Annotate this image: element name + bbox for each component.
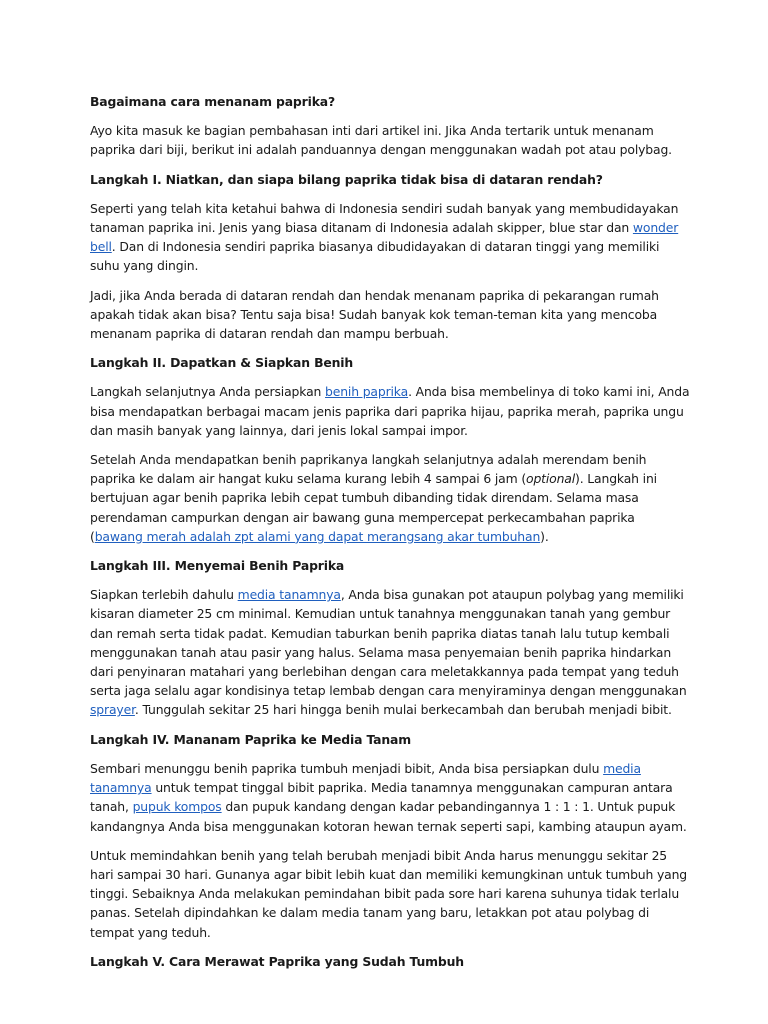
text-span: , Anda bisa gunakan pot ataupun polybag yang memiliki kisaran diameter 25 cm minimal. Kemudian untuk tanahnya menggunakan tanah yang gembur dan remah serta tidak padat. Kemudian taburkan benih paprika diatas tanah lalu tutup kembali menggunakan tanah atau pasir yang halus. Selama masa penyemaian benih paprika hindarkan dari penyinaran matahari yang berlebihan dengan cara meletakkannya pada tempat yang teduh serta jaga selalu agar kondisinya tetap lembab dengan cara menyiraminya dengan menggunakan — [90, 587, 687, 699]
step-4-paragraph-1 — [90, 759, 690, 836]
document-page — [90, 92, 690, 981]
step-4-paragraph-2: Untuk memindahkan benih yang telah berubah menjadi bibit Anda harus menunggu sekitar 25 hari sampai 30 hari. Gunanya agar bibit lebih kuat dan memiliki kemungkinan untuk tumbuh yang tinggi. Sebaiknya Anda melakukan pemindahan bibit pada sore hari karena suhunya tidak terlalu panas. Setelah dipindahkan ke dalam media tanam yang baru, letakkan pot atau polybag di tempat yang teduh. — [90, 847, 688, 940]
step-2-paragraph-1 — [90, 382, 690, 440]
step-1-paragraph-1 — [90, 199, 690, 276]
text-span: . Dan di Indonesia sendiri paprika biasanya dibudidayakan di dataran tinggi yang memiliki suhu yang dingin. — [90, 239, 660, 274]
media-tanamnya-link[interactable]: media tanamnya — [237, 587, 341, 603]
step-4-heading: Langkah IV. Mananam Paprika ke Media Tanam — [90, 731, 411, 747]
bawang-merah-zpt-link[interactable]: bawang merah adalah zpt alami yang dapat merangsang akar tumbuhan — [94, 528, 541, 544]
text-span: Langkah selanjutnya Anda persiapkan — [90, 384, 326, 400]
text-span: . Tunggulah sekitar 25 hari hingga benih mulai berkecambah dan berubah menjadi bibit. — [134, 702, 672, 718]
text-span: ). Langkah ini bertujuan agar benih paprika lebih cepat tumbuh dibanding tidak direndam. Selama masa perendaman campurkan dengan air bawang guna mempercepat perkecambahan paprika ( — [90, 471, 657, 544]
step-1-paragraph-2: Jadi, jika Anda berada di dataran rendah dan hendak menanam paprika di pekarangan rumah apakah tidak akan bisa? Tentu saja bisa! Sudah banyak kok teman-teman kita yang mencoba menanam paprika di dataran rendah dan mampu berbuah. — [90, 287, 659, 342]
text-span: dan pupuk kandang dengan kadar pebandingannya 1 : 1 : 1. Untuk pupuk kandangnya Anda bisa menggunakan kotoran hewan ternak seperti sapi, kambing ataupun ayam. — [90, 799, 687, 834]
step-3-paragraph-1 — [90, 585, 690, 719]
text-span: . Anda bisa membelinya di toko kami ini, Anda bisa mendapatkan berbagai macam jenis paprika dari paprika hijau, paprika merah, paprika ungu dan masih banyak yang lainnya, dari jenis lokal sampai impor. — [90, 384, 690, 438]
text-span: Setelah Anda mendapatkan benih paprikanya langkah selanjutnya adalah merendam benih paprika ke dalam air hangat kuku selama kurang lebih 4 sampai 6 jam ( — [90, 452, 647, 487]
optional-emphasis: optional — [526, 471, 576, 487]
text-span: Seperti yang telah kita ketahui bahwa di Indonesia sendiri sudah banyak yang membudidayakan tanaman paprika ini. Jenis yang biasa ditanam di Indonesia adalah skipper, blue star dan — [90, 200, 679, 236]
step-2-heading: Langkah II. Dapatkan & Siapkan Benih — [90, 355, 354, 371]
step-3-heading: Langkah III. Menyemai Benih Paprika — [90, 558, 345, 574]
wonder-bell-link[interactable]: wonder bell — [90, 220, 679, 255]
text-span: Sembari menunggu benih paprika tumbuh menjadi bibit, Anda bisa persiapkan dulu — [90, 760, 604, 776]
text-span: untuk tempat tinggal bibit paprika. Media tanamnya menggunakan campuran antara tanah, — [90, 780, 673, 815]
step-5-heading: Langkah V. Cara Merawat Paprika yang Sudah Tumbuh — [90, 953, 464, 969]
pupuk-kompos-link[interactable]: pupuk kompos — [132, 799, 222, 815]
media-tanamnya-link-2[interactable]: media tanamnya — [90, 760, 641, 796]
sprayer-link[interactable]: sprayer — [90, 702, 135, 718]
benih-paprika-link[interactable]: benih paprika — [325, 384, 409, 400]
intro-paragraph: Ayo kita masuk ke bagian pembahasan inti dari artikel ini. Jika Anda tertarik untuk menanam paprika dari biji, berikut ini adalah panduannya dengan menggunakan wadah pot atau polybag. — [90, 123, 672, 158]
text-span: ). — [540, 528, 549, 544]
text-span: Siapkan terlebih dahulu — [90, 587, 238, 603]
page-title: Bagaimana cara menanam paprika? — [90, 94, 336, 109]
step-1-heading: Langkah I. Niatkan, dan siapa bilang paprika tidak bisa di dataran rendah? — [90, 171, 603, 187]
step-2-paragraph-2 — [90, 450, 690, 546]
